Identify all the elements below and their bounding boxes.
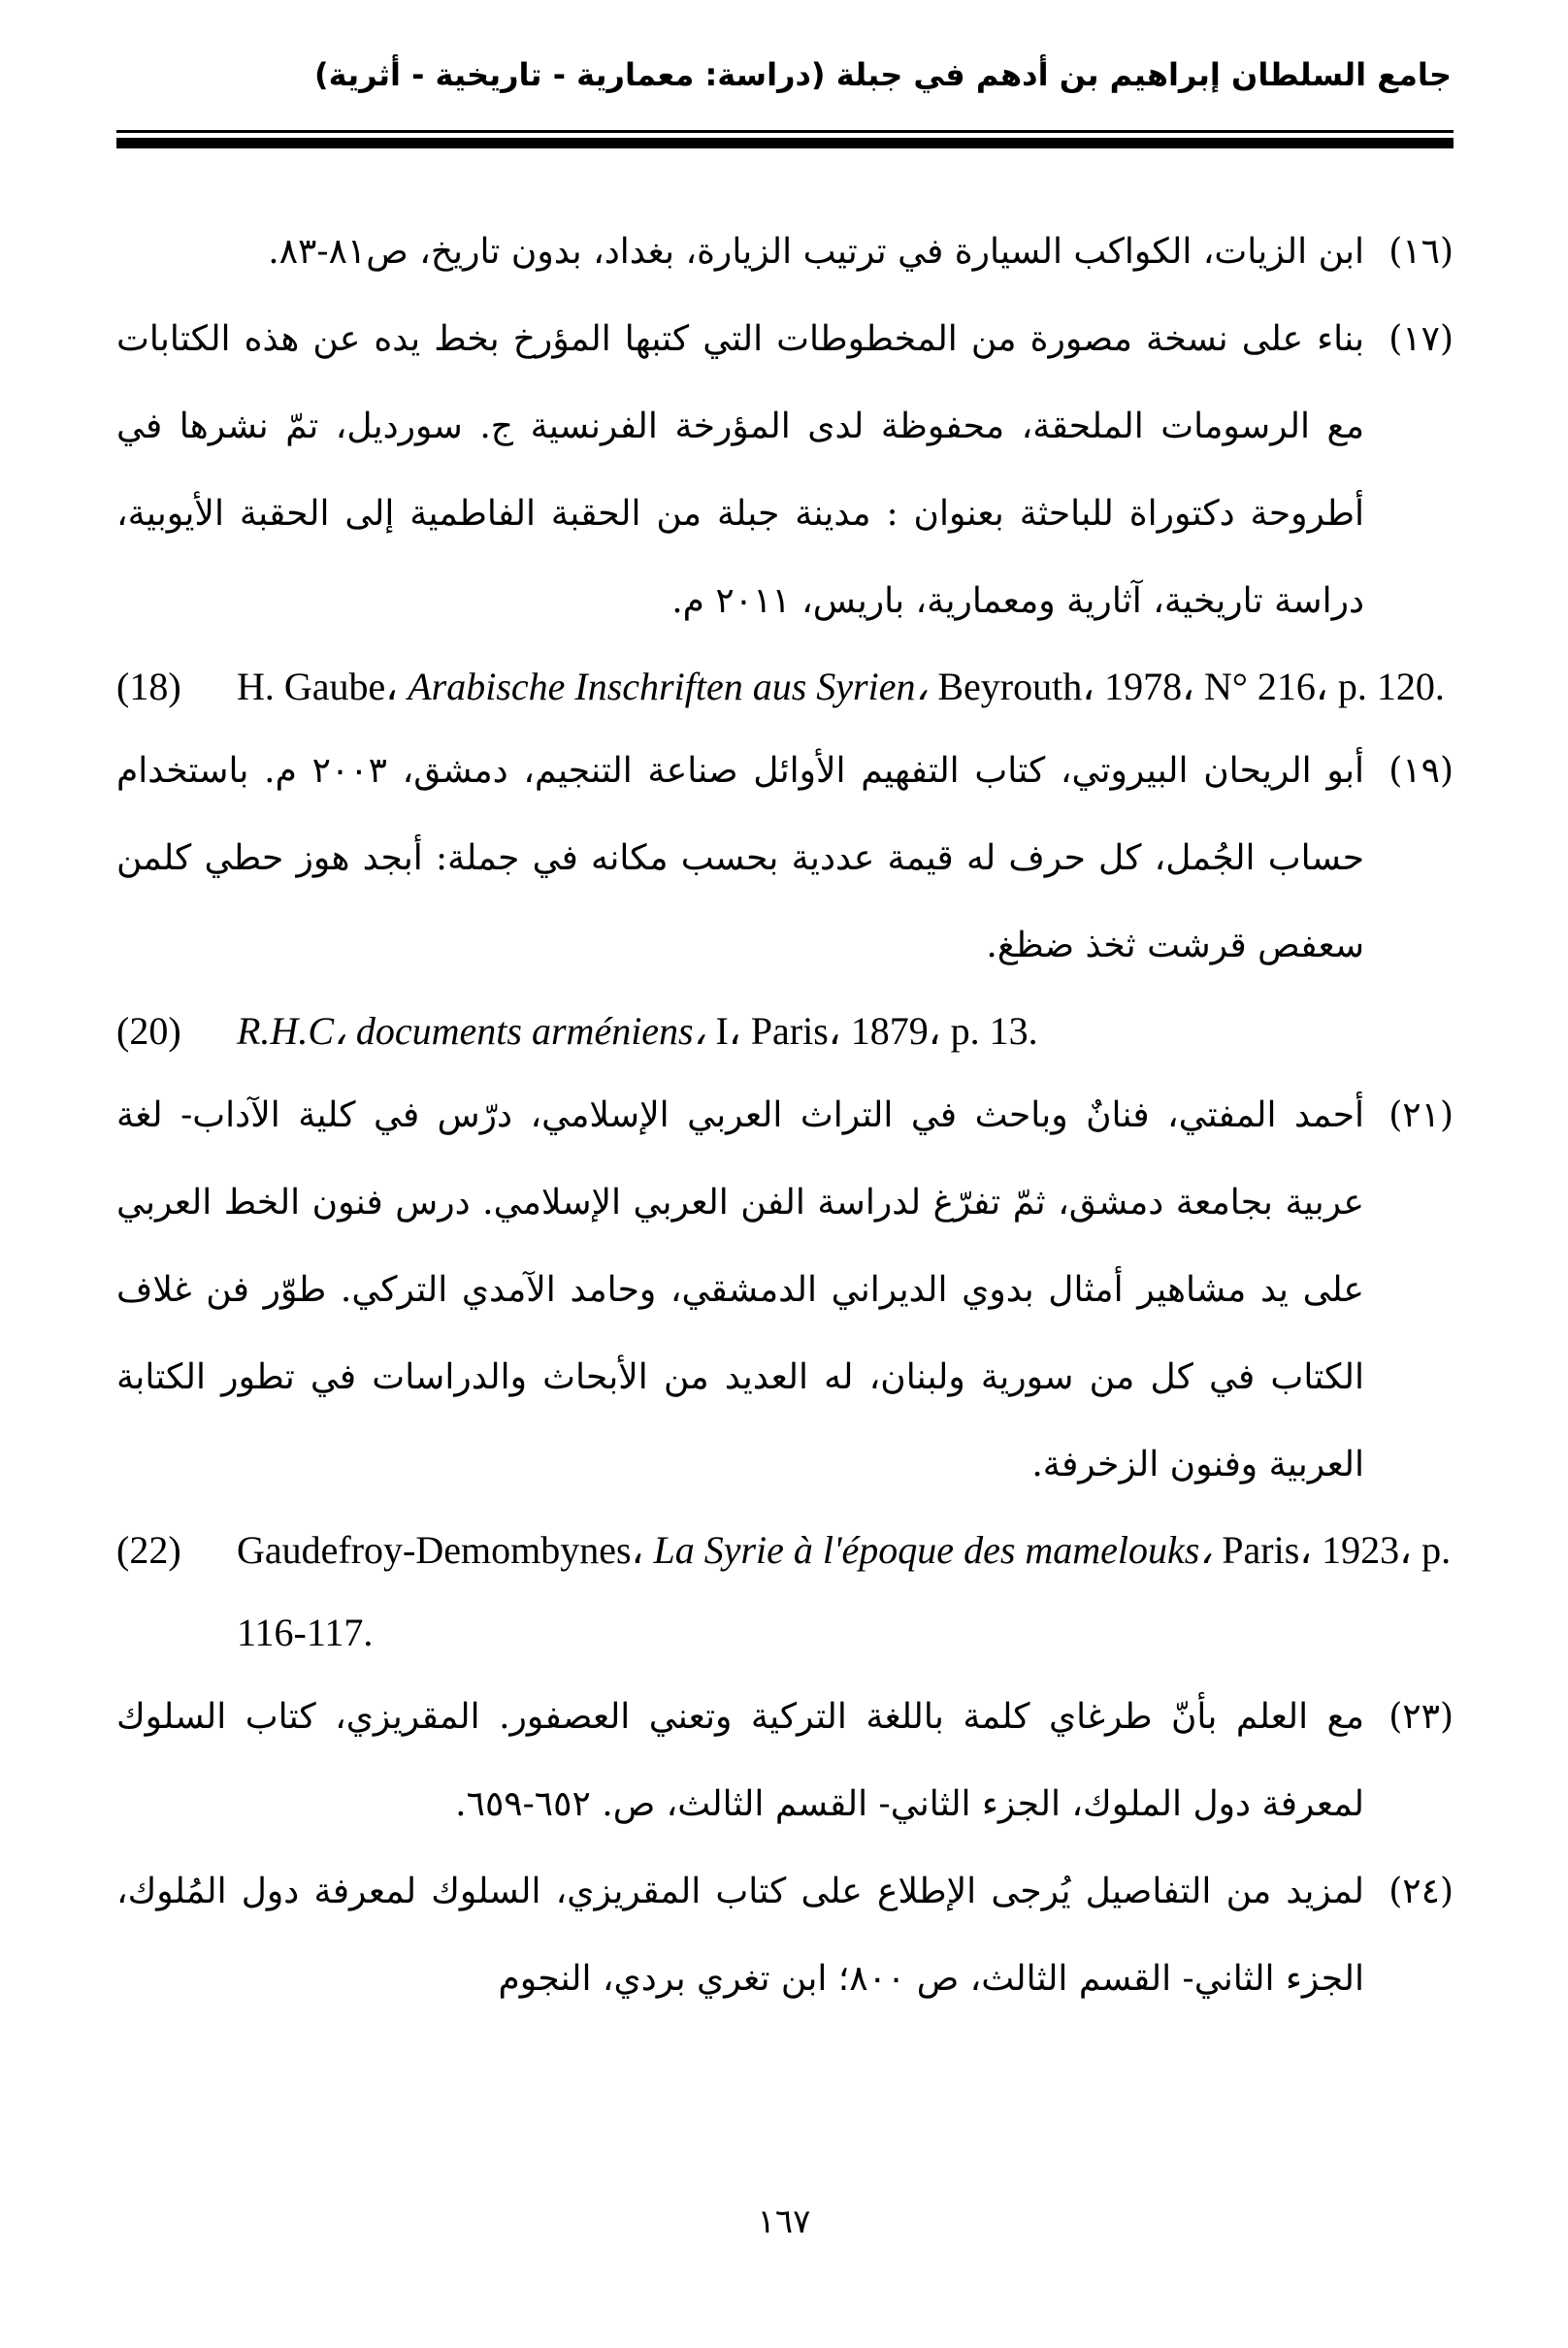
note-number: (٢٣) xyxy=(1388,1697,1454,1737)
note-number: (20) xyxy=(116,1009,181,1053)
note-number: (١٦) xyxy=(1388,232,1454,272)
note-text: أبو الريحان البيروتي، كتاب التفهيم الأوائل صناعة التنجيم، دمشق، ٢٠٠٣ م. باستخدام حساب الجُمل، كل حرف له قيمة عددية بحسب مكانه في جملة: أبجد هوز حطي كلمن سعفص قرشت ثخذ ضظغ. xyxy=(116,751,1364,965)
note-number: (٢١) xyxy=(1388,1095,1454,1135)
note-citation: I، Paris، 1879، p. 13. xyxy=(715,1009,1038,1053)
note-number: (١٩) xyxy=(1388,751,1454,791)
endnote-23 xyxy=(116,1674,1454,1848)
header-rule-thick xyxy=(116,138,1454,148)
note-text: ابن الزيات، الكواكب السيارة في ترتيب الزيارة، بغداد، بدون تاريخ، ص٨١-٨٣. xyxy=(268,232,1364,272)
note-work-title: R.H.C، documents arméniens، xyxy=(237,1009,706,1053)
endnote-21 xyxy=(116,1072,1454,1509)
endnote-17 xyxy=(116,296,1454,645)
note-work-title: La Syrie à l'époque des mamelouks، xyxy=(653,1528,1213,1572)
endnote-16 xyxy=(116,209,1454,296)
note-text: مع العلم بأنّ طرغاي كلمة باللغة التركية وتعني العصفور. المقريزي، كتاب السلوك لمعرفة دول الملوك، الجزء الثاني- القسم الثالث، ص. ٦٥٢-٦٥٩. xyxy=(116,1697,1364,1824)
page-number: ١٦٧ xyxy=(757,2202,811,2241)
note-number: (18) xyxy=(116,665,181,708)
note-text: بناء على نسخة مصورة من المخطوطات التي كتبها المؤرخ بخط يده عن هذه الكتابات مع الرسومات الملحقة، محفوظة لدى المؤرخة الفرنسية ج. سورديل، تمّ نشرها في أطروحة دكتوراة للباحثة بعنوان : مدينة جبلة من الحقبة الفاطمية إلى الحقبة الأيوبية، دراسة تاريخية، آثارية ومعمارية، باريس، ٢٠١١ م. xyxy=(116,319,1364,621)
note-number: (22) xyxy=(116,1528,181,1572)
note-author: H. Gaube، xyxy=(237,665,399,708)
note-citation: Beyrouth، 1978، N° 216، p. 120. xyxy=(937,665,1445,708)
header-rule-thin xyxy=(116,130,1454,133)
note-text: أحمد المفتي، فنانٌ وباحث في التراث العربي الإسلامي، درّس في كلية الآداب- لغة عربية بجامعة دمشق، ثمّ تفرّغ لدراسة الفن العربي الإسلامي. درس فنون الخط العربي على يد مشاهير أمثال بدوي الديراني الدمشقي، وحامد الآمدي التركي. طوّر فن غلاف الكتاب في كل من سورية ولبنان، له العديد من الأبحاث والدراسات في تطور الكتابة العربية وفنون الزخرفة. xyxy=(116,1095,1364,1484)
endnote-22 xyxy=(116,1509,1454,1674)
endnote-20 xyxy=(116,990,1454,1072)
endnote-24 xyxy=(116,1848,1454,2023)
note-number: (٢٤) xyxy=(1388,1872,1454,1911)
running-header: جامع السلطان إبراهيم بن أدهم في جبلة (دراسة: معمارية - تاريخية - أثرية) xyxy=(314,56,1452,93)
note-number: (١٧) xyxy=(1388,319,1454,359)
note-text: لمزيد من التفاصيل يُرجى الإطلاع على كتاب المقريزي، السلوك لمعرفة دول المُلوك، الجزء الثاني- القسم الثالث، ص ٨٠٠؛ ابن تغري بردي، النجوم xyxy=(116,1872,1364,1999)
endnotes-list xyxy=(116,209,1454,2023)
note-work-title: Arabische Inschriften aus Syrien، xyxy=(408,665,929,708)
endnote-19 xyxy=(116,728,1454,990)
endnote-18 xyxy=(116,645,1454,728)
note-author: Gaudefroy-Demombynes، xyxy=(237,1528,644,1572)
note-citation: Paris، 1923، p. 116-117. xyxy=(237,1528,1452,1654)
